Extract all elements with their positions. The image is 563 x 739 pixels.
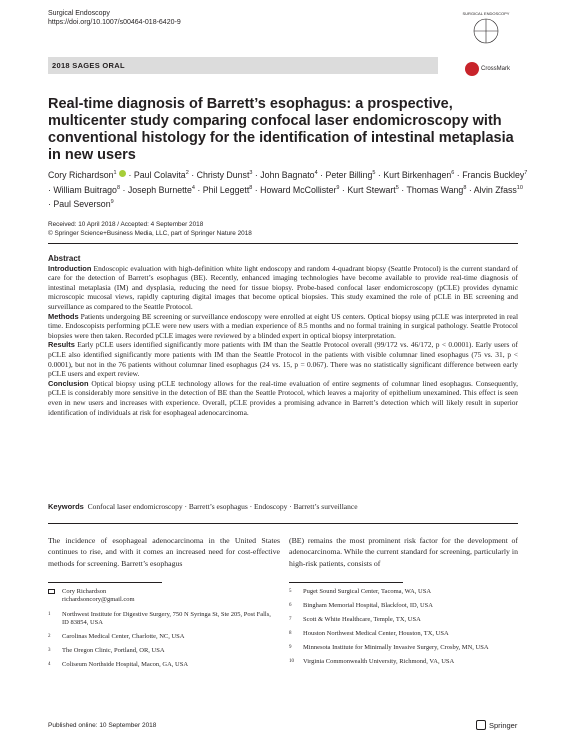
affiliation-text: The Oregon Clinic, Portland, OR, USA — [62, 647, 165, 654]
corresponding-author — [48, 588, 273, 604]
keywords-label: Keywords — [48, 502, 84, 511]
orcid-icon[interactable] — [119, 170, 126, 177]
author-name: Thomas Wang — [406, 184, 464, 195]
author-name: Joseph Burnette — [127, 184, 192, 195]
crossmark-button[interactable] — [465, 62, 510, 76]
author-name: Peter Billing — [325, 169, 373, 180]
affiliation-text: Puget Sound Surgical Center, Tacoma, WA, USA — [303, 588, 432, 595]
abstract-section — [48, 264, 518, 312]
journal-name: Surgical Endoscopy — [48, 10, 110, 17]
author-name: Paul Severson — [53, 198, 111, 209]
body-column-right: (BE) remains the most prominent risk factor for the development of adenocarcinoma. While the current standard for screening, particularly in high-risk patients, consists of — [289, 536, 518, 568]
abstract-section-label: Introduction — [48, 263, 92, 273]
affiliation-number: 8 — [289, 631, 292, 636]
abstract-heading: Abstract — [48, 254, 81, 263]
abstract-section — [48, 312, 518, 341]
author-affiliation-ref: 9 — [336, 184, 340, 191]
author-affiliation-ref: 2 — [185, 170, 189, 176]
article-title: Real-time diagnosis of Barrett’s esophagus: a prospective, multicenter study comparing confocal laser endomicroscopy with conventional histology for the identification of intestinal metaplasia in new users — [48, 96, 514, 163]
divider — [48, 523, 518, 524]
affiliation — [48, 661, 273, 669]
abstract-section-label: Results — [48, 340, 75, 350]
affiliation-number: 5 — [289, 589, 292, 594]
doi-link[interactable]: https://doi.org/10.1007/s00464-018-6420-9 — [48, 19, 181, 26]
affiliation-number: 9 — [289, 645, 292, 650]
author-name: Howard McCollister — [260, 184, 337, 195]
affiliation — [289, 588, 514, 596]
abstract-section-label: Conclusion — [48, 378, 89, 388]
section-label: 2018 SAGES ORAL — [48, 57, 438, 74]
envelope-icon — [48, 589, 55, 594]
author-affiliation-ref: 10 — [516, 184, 523, 191]
contact-email[interactable]: richardsoncory@gmail.com — [62, 596, 135, 603]
affiliation-text: Carolinas Medical Center, Charlotte, NC, USA — [62, 633, 185, 640]
affiliation — [289, 658, 514, 666]
author-affiliation-ref: 8 — [463, 184, 467, 191]
author-name: Kurt Birkenhagen — [383, 169, 452, 180]
publisher-name: Springer — [489, 720, 518, 730]
abstract — [48, 254, 518, 417]
crossmark-icon — [465, 62, 479, 76]
affiliation — [48, 611, 273, 627]
affiliations-right — [289, 588, 514, 672]
author-affiliation-ref: 8 — [116, 184, 120, 191]
affiliation-text: Houston Northwest Medical Center, Houston, TX, USA — [303, 630, 449, 637]
author-list: Cory Richardson$^1$ · Paul Colavita$^2$ · Christy Dunst$^3$ · John Bagnato$^4$ · Peter Billing$^5$ · Kurt Birkenhagen$^6$ · Francis Buckley$^7$ · William Buitrago$^8$ · Joseph Burnette$^4$ · Phil Leggett$^8$ · Howard McCollister$^9$ · Kurt Stewart$^5$ · Thomas Wang$^8$ · Alvin Zfass$^{10}$ · Paul Severson$^9$ — [48, 169, 528, 209]
logo-text: SURGICAL ENDOSCOPY — [462, 11, 510, 16]
author-name: Alvin Zfass — [473, 184, 517, 195]
abstract-sections — [48, 264, 518, 418]
footnote-rule — [289, 582, 403, 583]
author-name: William Buitrago — [53, 184, 117, 195]
affiliation — [48, 647, 273, 655]
affiliation — [289, 644, 514, 652]
affiliation-text: Bingham Memorial Hospital, Blackfoot, ID, USA — [303, 602, 433, 609]
author-affiliation-ref: 5 — [372, 170, 376, 176]
author-affiliation-ref: 1 — [113, 170, 117, 176]
received-accepted: Received: 10 April 2018 / Accepted: 4 September 2018 — [48, 221, 204, 228]
author-name: Paul Colavita — [133, 169, 186, 180]
affiliation-number: 6 — [289, 603, 292, 608]
affiliation-text: Minnesota Institute for Minimally Invasive Surgery, Crosby, MN, USA — [303, 644, 489, 651]
journal-logo-icon — [462, 9, 510, 49]
affiliation-text: Virginia Commonwealth University, Richmond, VA, USA — [303, 658, 455, 665]
keywords — [48, 502, 518, 511]
affiliation-text: Scott & White Healthcare, Temple, TX, USA — [303, 616, 421, 623]
article-dates — [48, 221, 252, 238]
affiliation-number: 7 — [289, 617, 292, 622]
author-name: John Bagnato — [260, 169, 315, 180]
keywords-text: Confocal laser endomicroscopy · Barrett’s esophagus · Endoscopy · Barrett’s surveillance — [87, 502, 358, 511]
author-affiliation-ref: 5 — [395, 184, 399, 191]
abstract-section-text: Endoscopic evaluation with high-definition white light endoscopy and random 4-quadrant biopsy (Seattle Protocol) is the current standard of care for the detection of Barrett’s esophagus (BE). Recently, enhanced imaging technologies have become available to provide real-time diagnosis of intestinal metaplasia (IM) and dysplasia, reducing the need for tissue biopsy. Probe-based confocal laser endomicroscopy (pCLE) provides dynamic microscopic mucosal views, rapidly capturing digital images that become optical biopsies. This study examined the role of pCLE in BE screening and surveillance as compared to the Seattle Protocol. — [48, 263, 519, 311]
author-affiliation-ref: 4 — [191, 184, 195, 191]
abstract-section-text: Early pCLE users identified significantly more patients with IM than the Seattle Protocol overall (99/172 vs. 46/172, p < 0.0001). Early users of pCLE also identified significantly more patients with IM than the Seattle Protocol in the patients with visible columnar lined esophagus (75 vs. 31, p < 0.0001), but not in the 76 patients without columnar lined esophagus (24 vs. 15, p = 0.067). There was no statistically significant difference between early pCLE users and expert review. — [48, 340, 519, 379]
abstract-section-text: Optical biopsy using pCLE technology allows for the real-time evaluation of entire segments of columnar lined esophagus. Consequently, pCLE is considerably more sensitive in the detection of BE than the Seattle Protocol, which leaves a majority of epithelium unexamined. This effect is seen even in new users and increases with experience. Overall, pCLE provides a promising advance in Barrett’s detection which will likely result in superior identification of individuals at risk for esophageal adenocarcinoma. — [48, 378, 519, 417]
divider — [48, 243, 518, 244]
affiliation — [48, 633, 273, 641]
author-name: Kurt Stewart — [347, 184, 396, 195]
author-affiliation-ref: 4 — [314, 170, 318, 176]
contact-name: Cory Richardson — [62, 588, 107, 595]
author-name: Christy Dunst — [196, 169, 250, 180]
body-column-left: The incidence of esophageal adenocarcinoma in the United States continues to rise, and with it comes an increased need for cost-effective methods for screening. Barrett’s esophagus — [48, 536, 280, 568]
affiliation — [289, 602, 514, 610]
author-affiliation-ref: 9 — [110, 199, 114, 206]
author-affiliation-ref: 7 — [524, 170, 528, 176]
affiliation-number: 3 — [48, 648, 51, 653]
affiliation-number: 4 — [48, 662, 51, 667]
author-name: Phil Leggett — [202, 184, 250, 195]
affiliation-number: 1 — [48, 612, 51, 617]
affiliation-text: Northwest Institute for Digestive Surgery, 750 N Syringa St, Ste 205, Post Falls, ID 83854, USA — [62, 611, 271, 626]
author-name: Francis Buckley — [462, 169, 525, 180]
affiliations-left — [48, 588, 273, 675]
crossmark-label: CrossMark — [481, 66, 511, 72]
abstract-section-text: Patients undergoing BE screening or surveillance endoscopy were enrolled at eight US centers. Optical biopsy using pCLE was interpreted in real time. Endoscopists performing pCLE were new users with a median experience of 8.5 months and no formal training in surgical pathology. Seattle Protocol biopsies were then taken. Recorded pCLE images were reviewed by a blinded expert in optical biopsy interpretation. — [48, 311, 519, 340]
abstract-section — [48, 379, 518, 417]
affiliation — [289, 630, 514, 638]
journal-header — [48, 9, 181, 27]
springer-horse-icon — [476, 720, 486, 730]
footnote-rule — [48, 582, 162, 583]
abstract-section-label: Methods — [48, 311, 79, 321]
affiliation-text: Coliseum Northside Hospital, Macon, GA, USA — [62, 661, 189, 668]
author-affiliation-ref: 6 — [451, 170, 455, 176]
author-affiliation-ref: 8 — [249, 184, 253, 191]
author-affiliation-ref: 3 — [249, 170, 253, 176]
abstract-section — [48, 340, 518, 378]
affiliation-number: 2 — [48, 634, 51, 639]
published-online: Published online: 10 September 2018 — [48, 722, 157, 729]
publisher-logo — [476, 720, 517, 730]
copyright: © Springer Science+Business Media, LLC, part of Springer Nature 2018 — [48, 229, 252, 237]
author-name: Cory Richardson — [48, 169, 114, 180]
affiliation-number: 10 — [289, 659, 294, 664]
affiliation — [289, 616, 514, 624]
